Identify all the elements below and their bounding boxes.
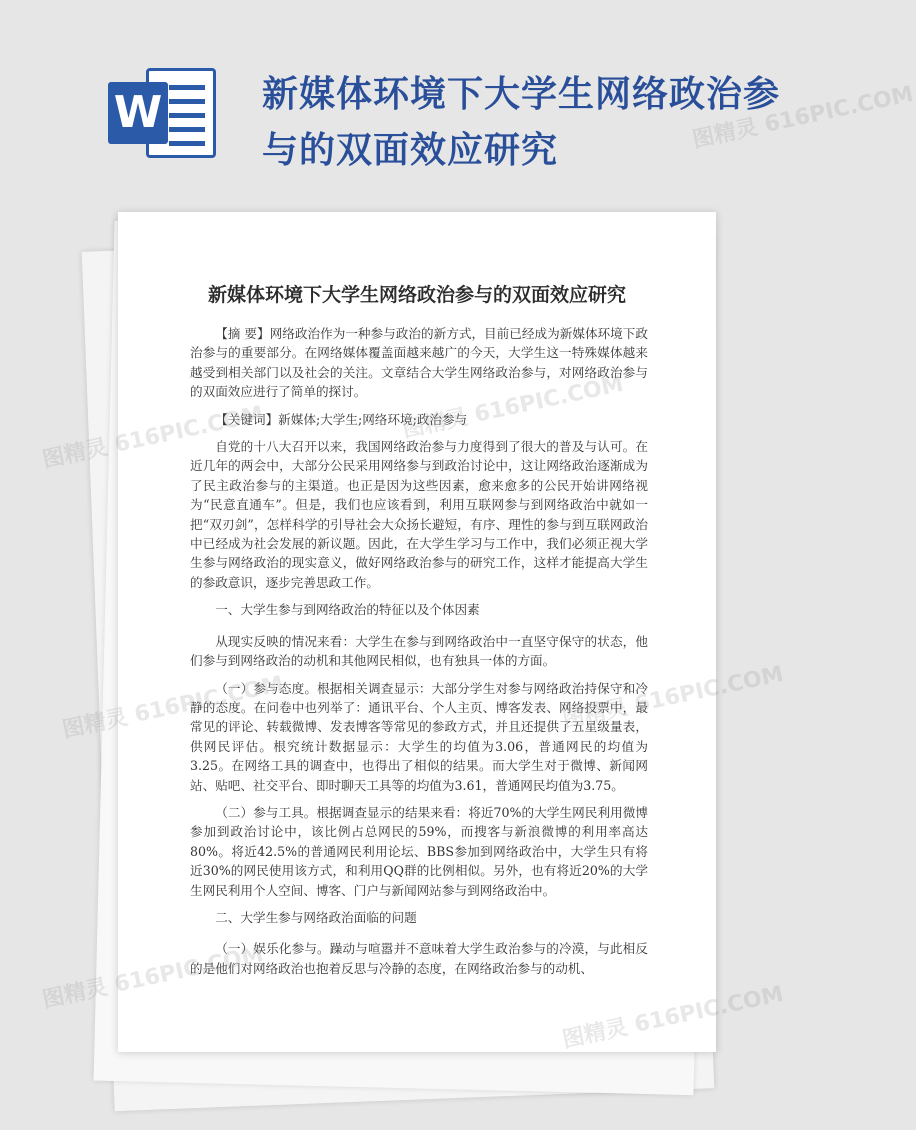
header-title: 新媒体环境下大学生网络政治参与的双面效应研究 xyxy=(262,73,781,171)
section1-paragraph: 从现实反映的情况来看：大学生在参与到网络政治中一直坚守保守的状态，他们参与到网络政治的动机和其他网民相似，也有独具一体的方面。 xyxy=(190,633,648,669)
abstract-paragraph: 【摘 要】网络政治作为一种参与政治的新方式，目前已经成为新媒体环境下政治参与的重要部分。在网络媒体覆盖面越来越广的今天，大学生这一特殊媒体越来越受到相关部门以及社会的关注。文章结合大学生网络政治参与，对网络政治参与的双面效应进行了简单的探讨。 xyxy=(190,326,648,400)
entertainment-paragraph: （一）娱乐化参与。躁动与喧嚣并不意味着大学生政治参与的冷漠，与此相反的是他们对网络政治也抱着反思与冷静的态度，在网络政治参与的动机、 xyxy=(190,941,648,976)
watermark: 图精灵 616PIC.COM xyxy=(60,671,286,744)
word-document-icon xyxy=(108,64,220,162)
section-heading-2: 二、大学生参与网络政治面临的问题 xyxy=(215,909,417,925)
document-page xyxy=(118,212,716,1052)
watermark: 图精灵 616PIC.COM xyxy=(690,81,916,154)
watermark: 图精灵 616PIC.COM xyxy=(560,661,786,734)
tools-paragraph: （二）参与工具。根据调查显示的结果来看：将近70%的大学生网民利用微博参加到政治讨论中，该比例占总网民的59%，而搜客与新浪微博的利用率高达80%。将近42.5%的普通网民利用论坛、BBS参加到网络政治中，大学生只有将近30%的网民使用该方式，和利用QQ群的比例相似。另外，也有将近20%的大学生网民利用个人空间、博客、门户与新闻网站参与到网络政治中。 xyxy=(190,804,648,898)
word-w-badge: W xyxy=(108,82,168,144)
watermark: 图精灵 616PIC.COM xyxy=(40,941,266,1014)
attitude-paragraph: （一）参与态度。根据相关调查显示：大部分学生对参与网络政治持保守和冷静的态度。在问卷中也列举了：通讯平台、个人主页、博客发表、网络投票中，最常见的评论、转载微博、发表博客等常见的参政方式，并且还提供了五星级量表，供网民评估。根究统计数据显示：大学生的均值为3.06，普通网民的均值为3.25。在网络工具的调查中，也得出了相似的结果。而大学生对于微博、新闻网站、贴吧、社交平台、即时聊天工具等的均值为3.61，普通网民均值为3.75。 xyxy=(190,680,648,793)
intro-paragraph: 自党的十八大召开以来，我国网络政治参与力度得到了很大的普及与认可。在近几年的两会中，大部分公民采用网络参与到政治讨论中，这让网络政治逐渐成为了民主政治参与的主渠道。也正是因为这些因素，愈来愈多的公民开始讲网络视为“民意直通车”。但是，我们也应该看到，利用互联网参与到网络政治中就如一把“双刃剑”，怎样科学的引导社会大众扬长避短，有序、理性的参与到互联网政治中已经成为社会发展的新议题。因此，在大学生学习与工作中，我们必须正视大学生参与网络政治的现实意义，做好网络政治参与的研究工作，这样才能提高大学生的参政意识，逐步完善思政工作。 xyxy=(190,439,648,590)
document-body xyxy=(190,324,648,986)
watermark: 图精灵 616PIC.COM xyxy=(400,371,626,444)
watermark: 图精灵 616PIC.COM xyxy=(560,981,786,1054)
document-title: 新媒体环境下大学生网络政治参与的双面效应研究 xyxy=(207,284,626,306)
watermark: 图精灵 616PIC.COM xyxy=(40,401,266,474)
keywords-paragraph: 【关键词】新媒体;大学生;网络环境;政治参与 xyxy=(215,411,468,427)
section-heading-1: 一、大学生参与到网络政治的特征以及个体因素 xyxy=(215,602,480,618)
preview-header xyxy=(0,0,800,210)
